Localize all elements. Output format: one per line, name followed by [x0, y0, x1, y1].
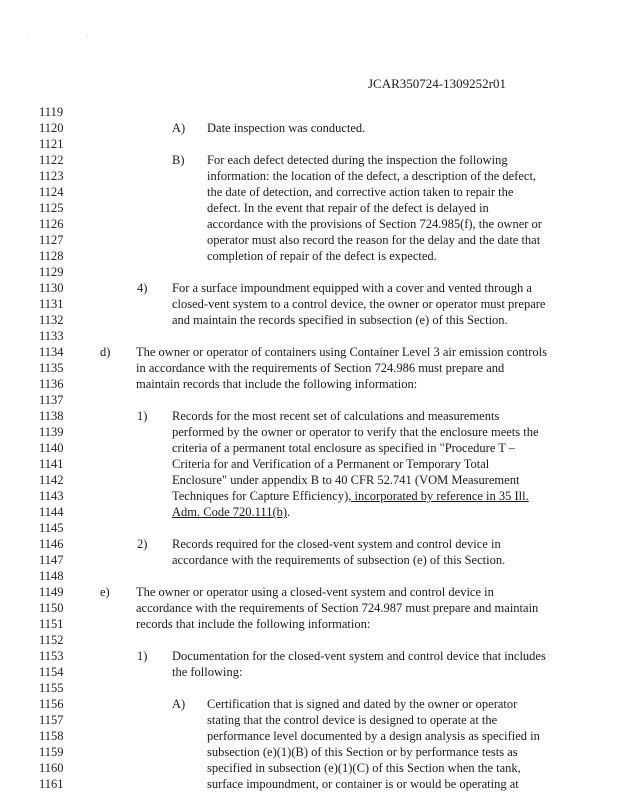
subsection-label: A) — [172, 697, 186, 711]
line-text-plain: operator must also record the reason for the delay and the date that — [207, 233, 541, 247]
line-text — [136, 616, 370, 632]
line-text — [207, 248, 437, 264]
line-number: 1154 — [39, 665, 64, 679]
line-number: 1143 — [39, 489, 64, 503]
line-number: 1130 — [39, 281, 64, 295]
line-number: 1137 — [39, 393, 64, 407]
line-text-plain: The owner or operator using a closed-vent system and control device in — [136, 585, 494, 599]
document-line — [0, 376, 618, 392]
line-text-plain: Records for the most recent set of calculations and measurements — [172, 409, 500, 423]
document-line — [0, 424, 618, 440]
line-text — [207, 696, 517, 712]
line-number: 1151 — [39, 617, 64, 631]
line-text — [136, 360, 504, 376]
document-id-header: JCAR350724-1309252r01 — [368, 76, 506, 91]
document-line — [0, 152, 618, 168]
line-number: 1145 — [39, 521, 64, 535]
line-number: 1120 — [39, 121, 64, 135]
document-line — [0, 360, 618, 376]
line-number: 1147 — [39, 553, 64, 567]
document-line — [0, 408, 618, 424]
line-text — [136, 344, 547, 360]
line-number: 1160 — [39, 761, 64, 775]
document-line — [0, 456, 618, 472]
line-text-plain: Documentation for the closed-vent system and control device that includes — [172, 649, 546, 663]
line-text-trailing: . — [287, 505, 291, 519]
line-number: 1133 — [39, 329, 64, 343]
line-number: 1138 — [39, 409, 64, 423]
line-text — [172, 456, 489, 472]
line-number: 1149 — [39, 585, 64, 599]
line-text-plain: criteria of a permanent total enclosure as specified in "Procedure T – — [172, 441, 516, 455]
line-text — [136, 600, 538, 616]
numbered-lines — [0, 104, 618, 792]
scan-marks: · · — [26, 32, 117, 40]
line-text-plain: surface impoundment, or container is or would be operating at — [207, 777, 519, 791]
line-text-plain: Criteria for and Verification of a Permanent or Temporary Total — [172, 457, 490, 471]
line-text-plain: The owner or operator of containers using Container Level 3 air emission controls — [136, 345, 547, 359]
line-number: 1134 — [39, 345, 64, 359]
line-number: 1150 — [39, 601, 64, 615]
line-text — [172, 488, 529, 504]
line-text-plain: the following: — [172, 665, 243, 679]
document-line — [0, 568, 618, 584]
line-text-plain: Techniques for Capture Efficiency) — [172, 489, 349, 503]
line-number: 1126 — [39, 217, 64, 231]
line-text-plain: Enclosure" under appendix B to 40 CFR 52.741 (VOM Measurement — [172, 473, 520, 487]
line-text — [207, 744, 518, 760]
line-text-plain: performed by the owner or operator to verify that the enclosure meets the — [172, 425, 539, 439]
line-text-plain: subsection (e)(1)(B) of this Section or by performance tests as — [207, 745, 518, 759]
subsection-label: B) — [172, 153, 185, 167]
line-text-plain: defect. In the event that repair of the defect is delayed in — [207, 201, 489, 215]
line-text-plain: completion of repair of the defect is expected. — [207, 249, 437, 263]
subsection-label: A) — [172, 121, 186, 135]
line-number: 1136 — [39, 377, 64, 391]
line-text — [207, 168, 536, 184]
line-text-plain: information: the location of the defect, a description of the defect, — [207, 169, 537, 183]
document-line — [0, 712, 618, 728]
document-line — [0, 504, 618, 520]
line-text — [136, 584, 494, 600]
line-text — [207, 184, 513, 200]
document-line — [0, 776, 618, 792]
document-line — [0, 696, 618, 712]
line-number: 1161 — [39, 777, 64, 791]
line-number: 1139 — [39, 425, 64, 439]
inserted-text-underlined: Adm. Code 720.111(b) — [172, 505, 288, 519]
line-text-plain: For each defect detected during the inspection the following — [207, 153, 508, 167]
line-text — [207, 200, 489, 216]
line-number: 1157 — [39, 713, 64, 727]
document-line — [0, 536, 618, 552]
line-number: 1141 — [39, 457, 64, 471]
line-text — [136, 376, 417, 392]
line-number: 1158 — [39, 729, 64, 743]
line-text — [207, 120, 365, 136]
line-text-plain: accordance with the requirements of subsection (e) of this Section. — [172, 553, 506, 567]
line-number: 1121 — [39, 137, 64, 151]
line-text — [172, 440, 515, 456]
line-text — [207, 728, 540, 744]
document-line — [0, 344, 618, 360]
line-text-plain: Records required for the closed-vent system and control device in — [172, 537, 501, 551]
line-number: 1159 — [39, 745, 64, 759]
document-line — [0, 440, 618, 456]
line-text — [172, 296, 545, 312]
line-text-plain: in accordance with the requirements of Section 724.986 must prepare and — [136, 361, 505, 375]
line-number: 1140 — [39, 441, 64, 455]
document-line — [0, 184, 618, 200]
document-line — [0, 232, 618, 248]
document-line — [0, 200, 618, 216]
subsection-label: 1) — [137, 649, 148, 663]
document-line — [0, 392, 618, 408]
line-text-plain: accordance with the requirements of Section 724.987 must prepare and maintain — [136, 601, 539, 615]
document-line — [0, 632, 618, 648]
line-number: 1156 — [39, 697, 64, 711]
document-line — [0, 552, 618, 568]
line-text — [207, 152, 508, 168]
line-number: 1125 — [39, 201, 64, 215]
document-line — [0, 264, 618, 280]
line-text-plain: Certification that is signed and dated by the owner or operator — [207, 697, 518, 711]
line-text-plain: closed-vent system to a control device, the owner or operator must prepare — [172, 297, 546, 311]
document-line — [0, 120, 618, 136]
line-number: 1155 — [39, 681, 64, 695]
line-text-plain: For a surface impoundment equipped with a cover and vented through a — [172, 281, 532, 295]
line-number: 1152 — [39, 633, 64, 647]
line-number: 1123 — [39, 169, 64, 183]
document-line — [0, 584, 618, 600]
line-number: 1127 — [39, 233, 64, 247]
document-line — [0, 488, 618, 504]
subsection-label: 4) — [137, 281, 148, 295]
line-number: 1132 — [39, 313, 64, 327]
document-line — [0, 104, 618, 120]
document-line — [0, 728, 618, 744]
document-line — [0, 216, 618, 232]
line-text-plain: maintain records that include the following information: — [136, 377, 418, 391]
line-text — [172, 536, 501, 552]
document-line — [0, 472, 618, 488]
line-number: 1124 — [39, 185, 64, 199]
line-number: 1129 — [39, 265, 64, 279]
line-number: 1144 — [39, 505, 64, 519]
line-text-plain: Date inspection was conducted. — [207, 121, 366, 135]
document-line — [0, 744, 618, 760]
line-text-plain: records that include the following information: — [136, 617, 371, 631]
line-text-plain: accordance with the provisions of Section 724.985(f), the owner or — [207, 217, 542, 231]
subsection-label: 1) — [137, 409, 148, 423]
line-text-plain: and maintain the records specified in subsection (e) of this Section. — [172, 313, 508, 327]
line-text — [172, 280, 532, 296]
line-text-plain: performance level documented by a design analysis as specified in — [207, 729, 540, 743]
line-text — [172, 504, 290, 520]
subsection-label: d) — [100, 345, 111, 359]
line-text-plain: stating that the control device is designed to operate at the — [207, 713, 498, 727]
subsection-label: 2) — [137, 537, 148, 551]
line-text — [172, 424, 539, 440]
document-line — [0, 600, 618, 616]
line-number: 1148 — [39, 569, 64, 583]
document-line — [0, 680, 618, 696]
document-line — [0, 760, 618, 776]
line-text — [207, 776, 519, 792]
line-text — [207, 712, 497, 728]
document-line — [0, 520, 618, 536]
line-text — [207, 760, 521, 776]
line-text — [207, 232, 540, 248]
line-text-plain: the date of detection, and corrective action taken to repair the — [207, 185, 514, 199]
document-line — [0, 296, 618, 312]
line-number: 1135 — [39, 361, 64, 375]
line-number: 1142 — [39, 473, 64, 487]
document-line — [0, 168, 618, 184]
line-number: 1146 — [39, 537, 64, 551]
line-number: 1131 — [39, 297, 64, 311]
line-number: 1153 — [39, 649, 64, 663]
document-line — [0, 664, 618, 680]
line-text — [207, 216, 542, 232]
line-text — [172, 472, 519, 488]
document-line — [0, 616, 618, 632]
line-text — [172, 552, 505, 568]
document-line — [0, 312, 618, 328]
line-number: 1122 — [39, 153, 64, 167]
subsection-label: e) — [100, 585, 110, 599]
line-text — [172, 648, 546, 664]
document-line — [0, 328, 618, 344]
document-line — [0, 280, 618, 296]
document-line — [0, 248, 618, 264]
line-number: 1128 — [39, 249, 64, 263]
line-text — [172, 664, 242, 680]
line-text — [172, 408, 499, 424]
line-number: 1119 — [39, 105, 64, 119]
inserted-text-underlined: , incorporated by reference in 35 Ill. — [348, 489, 529, 503]
document-line — [0, 648, 618, 664]
line-text-plain: specified in subsection (e)(1)(C) of this Section when the tank, — [207, 761, 521, 775]
document-line — [0, 136, 618, 152]
line-text — [172, 312, 508, 328]
